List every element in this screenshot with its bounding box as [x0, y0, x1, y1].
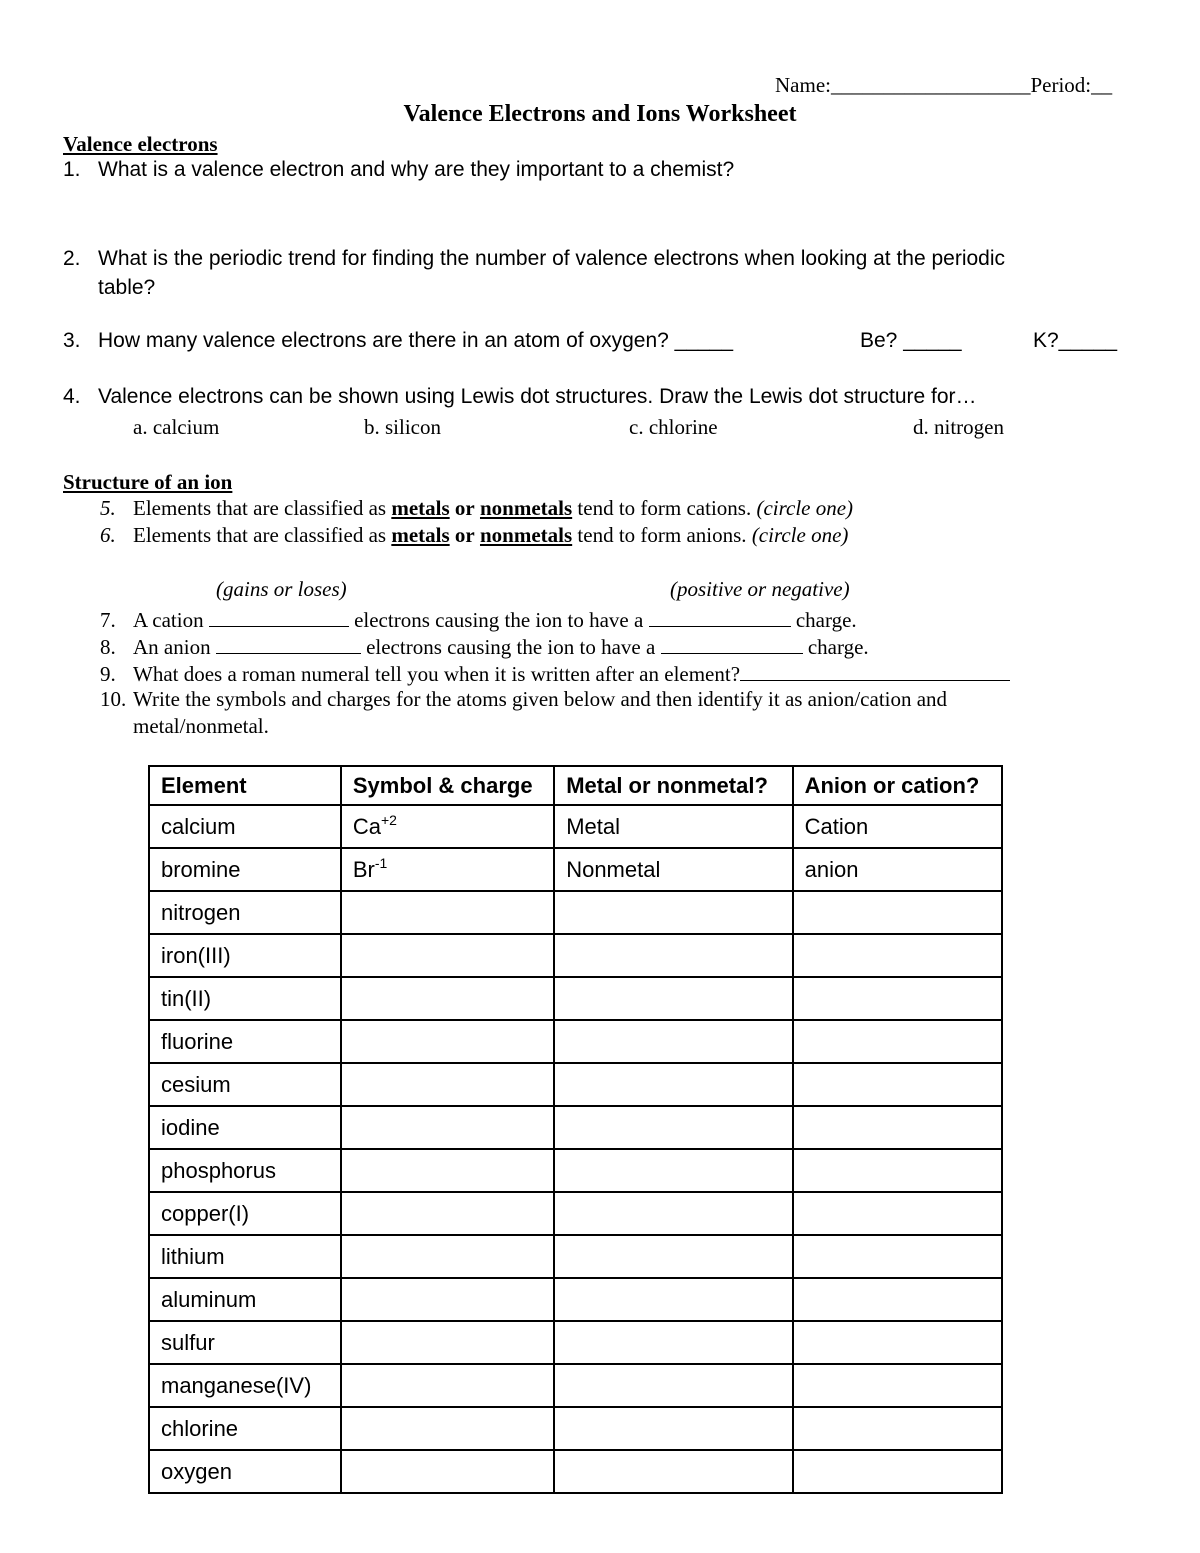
question-3	[63, 329, 1133, 353]
cell-symbol[interactable]	[341, 848, 554, 891]
cell-element: fluorine	[149, 1020, 341, 1063]
cell-symbol[interactable]	[341, 1106, 554, 1149]
charge-text: +2	[380, 811, 397, 828]
question-number: 1.	[63, 158, 81, 181]
question-8: 8. An anion electrons causing the ion to have a charge.	[100, 632, 869, 660]
cell-element: iodine	[149, 1106, 341, 1149]
header-symbol: Symbol & charge	[341, 766, 554, 805]
question-text: How many valence electrons are there in an atom of oxygen? _____	[98, 329, 734, 352]
cell-metal-nonmetal[interactable]	[554, 1407, 792, 1450]
question-number: 5.	[100, 496, 116, 520]
cell-symbol[interactable]	[341, 1149, 554, 1192]
section-heading-valence: Valence electrons	[63, 132, 218, 156]
cell-symbol[interactable]	[341, 977, 554, 1020]
cell-element: aluminum	[149, 1278, 341, 1321]
question-number: 6.	[100, 523, 116, 547]
blank-gains-loses[interactable]	[216, 632, 361, 654]
blank-roman-numeral[interactable]	[740, 659, 1010, 681]
choice-nonmetals[interactable]: nonmetals	[479, 523, 573, 547]
cell-symbol[interactable]	[341, 1192, 554, 1235]
cell-symbol[interactable]	[341, 1063, 554, 1106]
cell-element: iron(III)	[149, 934, 341, 977]
cell-metal-nonmetal[interactable]	[554, 1364, 792, 1407]
blank-gains-loses[interactable]	[209, 605, 349, 627]
table-row	[149, 1063, 1002, 1106]
cell-element: tin(II)	[149, 977, 341, 1020]
cell-element: cesium	[149, 1063, 341, 1106]
choice-metals[interactable]: metals	[391, 523, 450, 547]
cell-anion-cation[interactable]	[793, 1063, 1002, 1106]
blank-charge[interactable]	[649, 605, 791, 627]
header-element: Element	[149, 766, 341, 805]
hint-positive-negative: (positive or negative)	[670, 577, 850, 601]
page-title: Valence Electrons and Ions Worksheet	[403, 101, 797, 127]
cell-anion-cation[interactable]	[793, 1321, 1002, 1364]
question-number: 9.	[100, 662, 116, 686]
question-text: What is a valence electron and why are they important to a chemist?	[98, 158, 735, 181]
period-label: Period:	[1030, 73, 1092, 97]
cell-metal-nonmetal[interactable]	[554, 977, 792, 1020]
cell-anion-cation[interactable]	[793, 1364, 1002, 1407]
cell-metal-nonmetal[interactable]	[554, 1149, 792, 1192]
section-heading-ion: Structure of an ion	[63, 470, 233, 494]
cell-element: lithium	[149, 1235, 341, 1278]
question-number: 2.	[63, 247, 81, 270]
name-period-line	[775, 73, 1112, 98]
cell-metal-nonmetal[interactable]	[554, 1192, 792, 1235]
question-text: What is the periodic trend for finding the number of valence electrons when looking at the periodic	[98, 247, 1006, 270]
cell-symbol[interactable]	[341, 1020, 554, 1063]
cell-anion-cation[interactable]: anion	[793, 848, 1002, 891]
cell-symbol[interactable]	[341, 1364, 554, 1407]
cell-metal-nonmetal[interactable]	[554, 934, 792, 977]
cell-metal-nonmetal[interactable]	[554, 1278, 792, 1321]
cell-anion-cation[interactable]	[793, 934, 1002, 977]
table-row	[149, 1192, 1002, 1235]
question-number: 10.	[100, 687, 127, 711]
question-5: 5. Elements that are classified as metals or nonmetals tend to form cations. (circle one)	[100, 496, 854, 520]
cell-element: bromine	[149, 848, 341, 891]
question-2	[63, 244, 1005, 302]
hint-gains-loses: (gains or loses)	[216, 577, 347, 601]
question-4	[63, 385, 977, 409]
cell-anion-cation[interactable]	[793, 1407, 1002, 1450]
cell-metal-nonmetal[interactable]	[554, 1235, 792, 1278]
question-6: 6. Elements that are classified as metals or nonmetals tend to form anions. (circle one)	[100, 523, 849, 547]
table-row	[149, 1321, 1002, 1364]
cell-anion-cation[interactable]	[793, 1192, 1002, 1235]
cell-element: oxygen	[149, 1450, 341, 1493]
table-row	[149, 1020, 1002, 1063]
table-header-row	[149, 766, 1002, 805]
header-ion: Anion or cation?	[793, 766, 1002, 805]
table-row	[149, 1450, 1002, 1493]
choice-metals[interactable]: metals	[391, 496, 450, 520]
cell-anion-cation[interactable]: Cation	[793, 805, 1002, 848]
question-10: 10. Write the symbols and charges for the atoms given below and then identify it as anion/cation and metal/nonmetal.	[100, 687, 948, 738]
table-row	[149, 1235, 1002, 1278]
table-row	[149, 1106, 1002, 1149]
cell-element: copper(I)	[149, 1192, 341, 1235]
question-9: 9. What does a roman numeral tell you when it is written after an element?	[100, 659, 1010, 687]
question-number: 7.	[100, 608, 116, 632]
question-number: 4.	[63, 385, 81, 408]
period-field[interactable]: __	[1091, 73, 1113, 97]
cell-metal-nonmetal[interactable]	[554, 891, 792, 934]
symbol-text: Br	[352, 856, 375, 882]
table-row	[149, 1278, 1002, 1321]
cell-metal-nonmetal[interactable]	[554, 1106, 792, 1149]
table-row	[149, 1149, 1002, 1192]
cell-anion-cation[interactable]	[793, 1278, 1002, 1321]
table-row	[149, 1364, 1002, 1407]
question-text: Valence electrons can be shown using Lewis dot structures. Draw the Lewis dot structure for…	[98, 385, 977, 408]
charge-text: -1	[374, 854, 388, 871]
table-row	[149, 891, 1002, 934]
cell-symbol[interactable]	[341, 1321, 554, 1364]
table-row	[149, 848, 1002, 891]
cell-element: manganese(IV)	[149, 1364, 341, 1407]
question-text-cont: table?	[98, 276, 156, 299]
cell-metal-nonmetal[interactable]	[554, 1020, 792, 1063]
cell-symbol[interactable]	[341, 891, 554, 934]
table-row	[149, 805, 1002, 848]
cell-anion-cation[interactable]	[793, 1450, 1002, 1493]
question-number: 3.	[63, 329, 81, 352]
cell-anion-cation[interactable]	[793, 1106, 1002, 1149]
cell-symbol[interactable]	[341, 805, 554, 848]
blank-charge[interactable]	[661, 632, 803, 654]
cell-metal-nonmetal[interactable]: Nonmetal	[554, 848, 792, 891]
choice-nonmetals[interactable]: nonmetals	[479, 496, 573, 520]
cell-symbol[interactable]	[341, 934, 554, 977]
cell-anion-cation[interactable]	[793, 1235, 1002, 1278]
option-c: c. chlorine	[629, 415, 718, 439]
name-label: Name:	[775, 73, 831, 97]
name-field[interactable]: ___________________	[830, 73, 1031, 97]
table-row	[149, 1407, 1002, 1450]
cell-symbol[interactable]	[341, 1407, 554, 1450]
cell-symbol[interactable]	[341, 1235, 554, 1278]
cell-metal-nonmetal[interactable]	[554, 1321, 792, 1364]
cell-anion-cation[interactable]	[793, 1149, 1002, 1192]
cell-element: calcium	[149, 805, 341, 848]
cell-anion-cation[interactable]	[793, 1020, 1002, 1063]
cell-metal-nonmetal[interactable]	[554, 1450, 792, 1493]
cell-symbol[interactable]	[341, 1278, 554, 1321]
cell-symbol[interactable]	[341, 1450, 554, 1493]
cell-anion-cation[interactable]	[793, 977, 1002, 1020]
option-a: a. calcium	[133, 415, 220, 439]
symbol-text: Ca	[352, 813, 381, 839]
option-b: b. silicon	[364, 415, 441, 439]
cell-element: chlorine	[149, 1407, 341, 1450]
element-table	[148, 765, 1003, 1494]
question-7: 7. A cation electrons causing the ion to have a charge.	[100, 605, 857, 633]
k-blank[interactable]: K?_____	[1033, 329, 1118, 352]
table-row	[149, 934, 1002, 977]
cell-element: sulfur	[149, 1321, 341, 1364]
cell-element: phosphorus	[149, 1149, 341, 1192]
cell-anion-cation[interactable]	[793, 891, 1002, 934]
cell-metal-nonmetal[interactable]: Metal	[554, 805, 792, 848]
option-d: d. nitrogen	[913, 415, 1004, 439]
table-row	[149, 977, 1002, 1020]
question-1	[63, 158, 734, 182]
question-number: 8.	[100, 635, 116, 659]
cell-metal-nonmetal[interactable]	[554, 1063, 792, 1106]
header-metal: Metal or nonmetal?	[554, 766, 792, 805]
cell-element: nitrogen	[149, 891, 341, 934]
be-blank[interactable]: Be? _____	[860, 329, 962, 352]
